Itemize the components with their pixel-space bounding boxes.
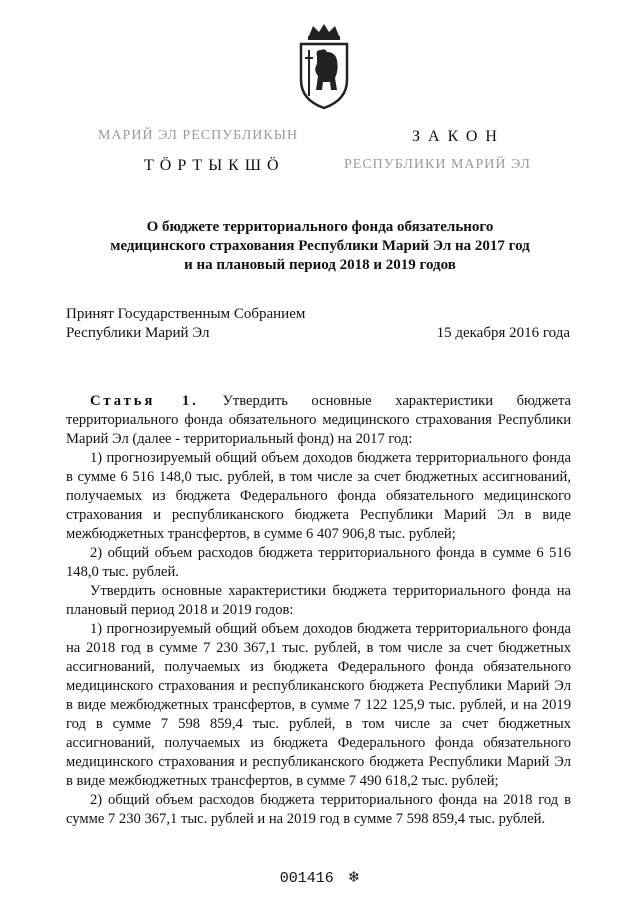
header-right-line1: ЗАКОН [412, 128, 505, 145]
paragraph-income-2017: 1) прогнозируемый общий объем доходов бюджета территориального фонда в сумме 6 516 148,0 тыс. рублей, в том числе за счет бюджетных ассигнований, получаемых из бюджета Федерального фонда обязательного медицинского страхования и республиканского бюджета Республики Марий Эл в виде межбюджетных трансфертов, в сумме 6 407 906,8 тыс. рублей; [66, 450, 571, 542]
document-footer [0, 868, 640, 887]
header-right-line2: РЕСПУБЛИКИ МАРИЙ ЭЛ [344, 157, 531, 172]
header-left-line1: МАРИЙ ЭЛ РЕСПУБЛИКЫН [98, 128, 299, 143]
paragraph-income-2018-2019: 1) прогнозируемый общий объем доходов бюджета территориального фонда на 2018 год в сумме 7 230 367,1 тыс. рублей, в том числе за счет бюджетных ассигнований, получаемых из бюджета Федерального фонда обязательного медицинского страхования и республиканского бюджета Республики Марий Эл в виде межбюджетных трансфертов, в сумме 7 122 125,9 тыс. рублей, и на 2019 год в сумме 7 598 859,4 тыс. рублей, в том числе за счет бюджетных ассигнований, получаемых из бюджета Федерального фонда обязательного медицинского страхования и республиканского бюджета Республики Марий Эл в виде межбюджетных трансфертов, в сумме 7 490 618,2 тыс. рублей; [66, 621, 571, 789]
article-1-intro-text: Утвердить основные характеристики бюджета территориального фонда обязательного медицинского страхования Республики Марий Эл (далее - территориальный фонд) на 2017 год: [66, 393, 571, 447]
law-title-line2: медицинского страхования Республики Марий Эл на 2017 год [110, 238, 530, 254]
paragraph-expenses-2017: 2) общий объем расходов бюджета территориального фонда в сумме 6 516 148,0 тыс. рублей. [66, 545, 571, 580]
law-title-line1: О бюджете территориального фонда обязательного [146, 219, 494, 235]
paragraph-expenses-2018-2019: 2) общий объем расходов бюджета территориального фонда на 2018 год в сумме 7 230 367,1 тыс. рублей и на 2019 год в сумме 7 598 859,4 тыс. рублей. [66, 792, 571, 827]
adoption-line1: Принят Государственным Собранием [66, 306, 306, 322]
article-1-label: Статья 1. [90, 393, 199, 409]
adoption-info [66, 305, 305, 343]
snowflake-mark-icon: ❄ [347, 868, 361, 886]
coat-of-arms-emblem [295, 24, 353, 110]
document-number: 001416 [279, 870, 334, 887]
adoption-date: 15 декабря 2016 года [436, 325, 570, 341]
paragraph-planning-intro: Утвердить основные характеристики бюджета территориального фонда на плановый период 2018 и 2019 годов: [66, 583, 571, 618]
law-title [60, 218, 580, 275]
law-title-line3: и на плановый период 2018 и 2019 годов [184, 257, 456, 273]
adoption-line2: Республики Марий Эл [66, 325, 210, 341]
article-1-intro [66, 392, 571, 449]
law-body [66, 392, 571, 829]
header-left-line2: ТӦРТЫКШӦ [144, 157, 285, 174]
